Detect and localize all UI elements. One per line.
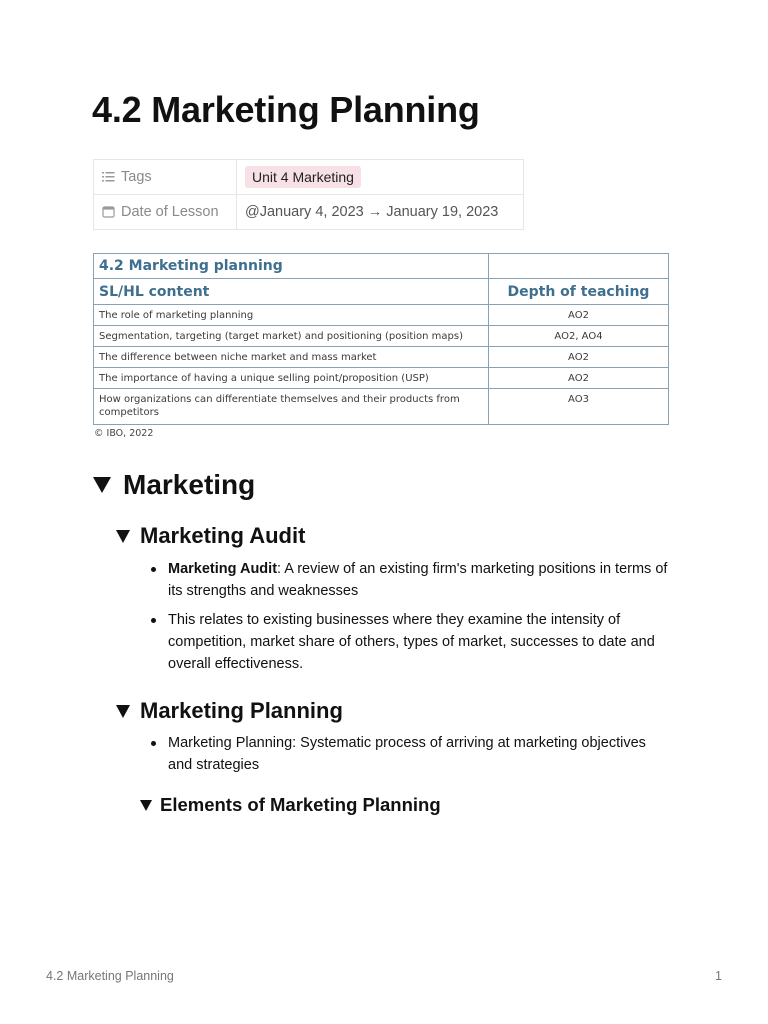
property-label: Tags bbox=[121, 169, 152, 185]
list-item: This relates to existing businesses where they examine the intensity of competition, market share of others, types of market, successes to date and overall effectiveness. bbox=[148, 609, 668, 675]
toggle-triangle-icon[interactable] bbox=[116, 705, 130, 718]
syllabus-row bbox=[94, 368, 669, 389]
property-value-tags[interactable] bbox=[237, 160, 524, 195]
heading-elements-of-marketing-planning: Elements of Marketing Planning bbox=[160, 794, 441, 815]
syllabus-depth-cell: AO2, AO4 bbox=[489, 326, 669, 347]
page-title: 4.2 Marketing Planning bbox=[92, 89, 480, 130]
tag-badge[interactable]: Unit 4 Marketing bbox=[245, 166, 361, 188]
page-number: 1 bbox=[715, 969, 722, 983]
syllabus-table bbox=[93, 253, 669, 425]
syllabus-content-cell: The importance of having a unique selling point/proposition (USP) bbox=[94, 368, 489, 389]
heading-marketing-audit: Marketing Audit bbox=[140, 523, 306, 548]
list-item: Marketing Planning: Systematic process of arriving at marketing objectives and strategies bbox=[148, 732, 668, 776]
calendar-icon bbox=[102, 205, 115, 218]
property-row-tags bbox=[94, 160, 524, 195]
syllabus-title: 4.2 Marketing planning bbox=[94, 254, 489, 279]
syllabus-row bbox=[94, 305, 669, 326]
syllabus-image bbox=[93, 253, 669, 439]
syllabus-content-cell: How organizations can differentiate themselves and their products from competitors bbox=[94, 389, 489, 425]
property-row-date bbox=[94, 195, 524, 230]
syllabus-row bbox=[94, 389, 669, 425]
list-item bbox=[148, 558, 668, 602]
toggle-heading-marketing[interactable] bbox=[93, 468, 255, 502]
syllabus-row bbox=[94, 347, 669, 368]
syllabus-depth-cell: AO2 bbox=[489, 368, 669, 389]
syllabus-depth-cell: AO2 bbox=[489, 305, 669, 326]
toggle-heading-marketing-audit[interactable] bbox=[116, 522, 305, 550]
syllabus-header-row bbox=[94, 279, 669, 305]
property-key-date[interactable] bbox=[94, 195, 237, 230]
syllabus-title-blank bbox=[489, 254, 669, 279]
toggle-triangle-icon[interactable] bbox=[116, 530, 130, 543]
planning-bullet-list bbox=[148, 732, 668, 783]
footer-title: 4.2 Marketing Planning bbox=[46, 969, 174, 983]
heading-marketing: Marketing bbox=[123, 469, 256, 500]
toggle-triangle-icon[interactable] bbox=[140, 800, 152, 811]
syllabus-content-cell: The difference between niche market and mass market bbox=[94, 347, 489, 368]
syllabus-depth-cell: AO3 bbox=[489, 389, 669, 425]
syllabus-title-row bbox=[94, 254, 669, 279]
heading-marketing-planning: Marketing Planning bbox=[140, 698, 343, 723]
property-value-date[interactable]: @January 4, 2023 → January 19, 2023 bbox=[237, 195, 524, 230]
copyright-note: © IBO, 2022 bbox=[94, 428, 154, 439]
property-key-tags[interactable] bbox=[94, 160, 237, 195]
term-marketing-audit: Marketing Audit bbox=[168, 561, 278, 577]
syllabus-content-cell: The role of marketing planning bbox=[94, 305, 489, 326]
toggle-triangle-icon[interactable] bbox=[93, 477, 111, 493]
syllabus-content-cell: Segmentation, targeting (target market) and positioning (position maps) bbox=[94, 326, 489, 347]
property-label: Date of Lesson bbox=[121, 204, 219, 220]
definition-text: : A review of an existing firm's marketing positions in terms of its strengths and weaknesses bbox=[168, 561, 668, 599]
syllabus-col-content-header: SL/HL content bbox=[94, 279, 489, 305]
syllabus-depth-cell: AO2 bbox=[489, 347, 669, 368]
properties-table bbox=[93, 159, 524, 230]
syllabus-row bbox=[94, 326, 669, 347]
audit-bullet-list bbox=[148, 558, 668, 682]
syllabus-col-depth-header: Depth of teaching bbox=[489, 279, 669, 305]
toggle-heading-elements[interactable] bbox=[140, 794, 441, 816]
toggle-heading-marketing-planning[interactable] bbox=[116, 697, 343, 725]
list-icon bbox=[102, 170, 115, 183]
